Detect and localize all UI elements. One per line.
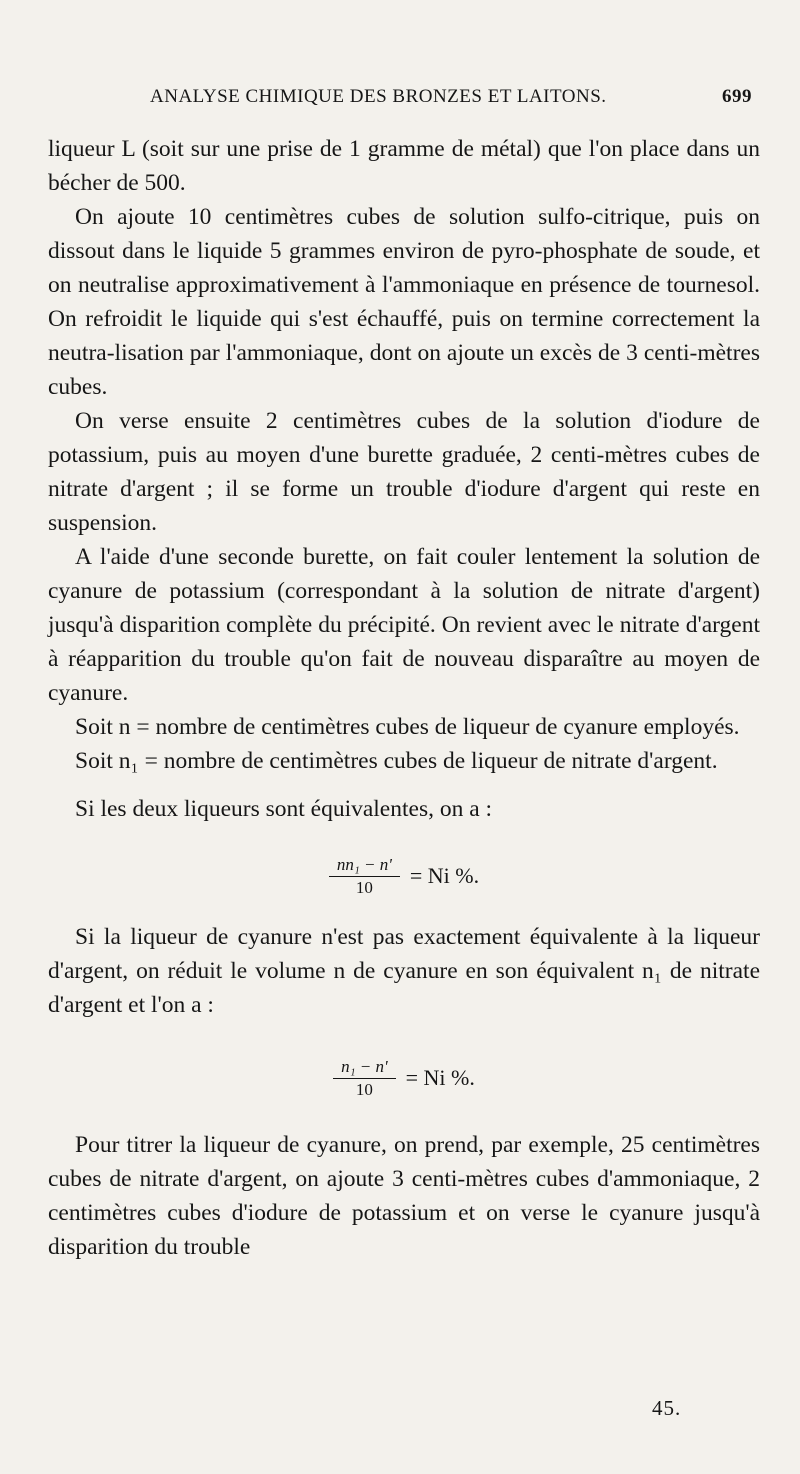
equation-fraction <box>333 1057 396 1100</box>
equation-denominator: 10 <box>355 1079 373 1099</box>
equation-result: = Ni %. <box>409 863 480 888</box>
paragraph-continuation: liqueur L (soit sur une prise de 1 gramme de métal) que l'on place dans un bécher de 500. <box>48 136 760 196</box>
paragraph-neutralisation: On ajoute 10 centimètres cubes de solution sulfo-citrique, puis on dissout dans le liquide 5 grammes environ de pyro-phosphate de soude, et on neutralise approximativement à l'ammoniaque en présence de tournesol. On refroidit le liquide qui s'est échauffé, puis on termine correctement la neutra-lisation par l'ammoniaque, dont on ajoute un excès de 3 centi-mètres cubes. <box>48 204 760 400</box>
paragraph-definition-n1: Soit n₁ = nombre de centimètres cubes de liqueur de nitrate d'argent. <box>75 748 718 774</box>
paragraph-burette: A l'aide d'une seconde burette, on fait couler lentement la solution de cyanure de potassium (correspondant à la solution de nitrate d'argent) jusqu'à disparition complète du précipité. On revient avec le nitrate d'argent à réapparition du trouble qu'on fait de nouveau disparaître au moyen de cyanure. <box>48 544 760 706</box>
signature-mark: 45. <box>652 1396 682 1420</box>
equation-fraction <box>329 855 400 898</box>
paragraph-titrage: Pour titrer la liqueur de cyanure, on prend, par exemple, 25 centimètres cubes de nitrate d'argent, on ajoute 3 centi-mètres cubes d'ammoniaque, 2 centimètres cubes d'iodure de potassium et on verse le cyanure jusqu'à disparition du trouble <box>48 1132 760 1260</box>
paragraph-non-equivalente: Si la liqueur de cyanure n'est pas exactement équivalente à la liqueur d'argent, on réduit le volume n de cyanure en son équivalent n₁ de nitrate d'argent et l'on a : <box>48 924 760 1018</box>
paragraph-definition-n: Soit n = nombre de centimètres cubes de liqueur de cyanure employés. <box>75 714 740 740</box>
running-header <box>150 86 760 112</box>
equation-result: = Ni %. <box>405 1065 475 1090</box>
paragraph-iodure: On verse ensuite 2 centimètres cubes de la solution d'iodure de potassium, puis au moyen d'une burette graduée, 2 centi-mètres cubes de nitrate d'argent ; il se forme un trouble d'iodure d'argent qui reste en suspension. <box>48 408 760 536</box>
page-body <box>48 132 760 1264</box>
equation-reduced <box>48 1048 760 1108</box>
paragraph-equivalentes: Si les deux liqueurs sont équivalentes, on a : <box>75 796 493 822</box>
equation-denominator: 10 <box>355 877 373 897</box>
running-title: ANALYSE CHIMIQUE DES BRONZES ET LAITONS. <box>150 86 607 107</box>
equation-equivalent <box>48 846 760 906</box>
equation-numerator: nn₁ − n' <box>329 855 400 877</box>
equation-numerator: n₁ − n' <box>333 1057 396 1079</box>
page-number: 699 <box>722 86 752 107</box>
